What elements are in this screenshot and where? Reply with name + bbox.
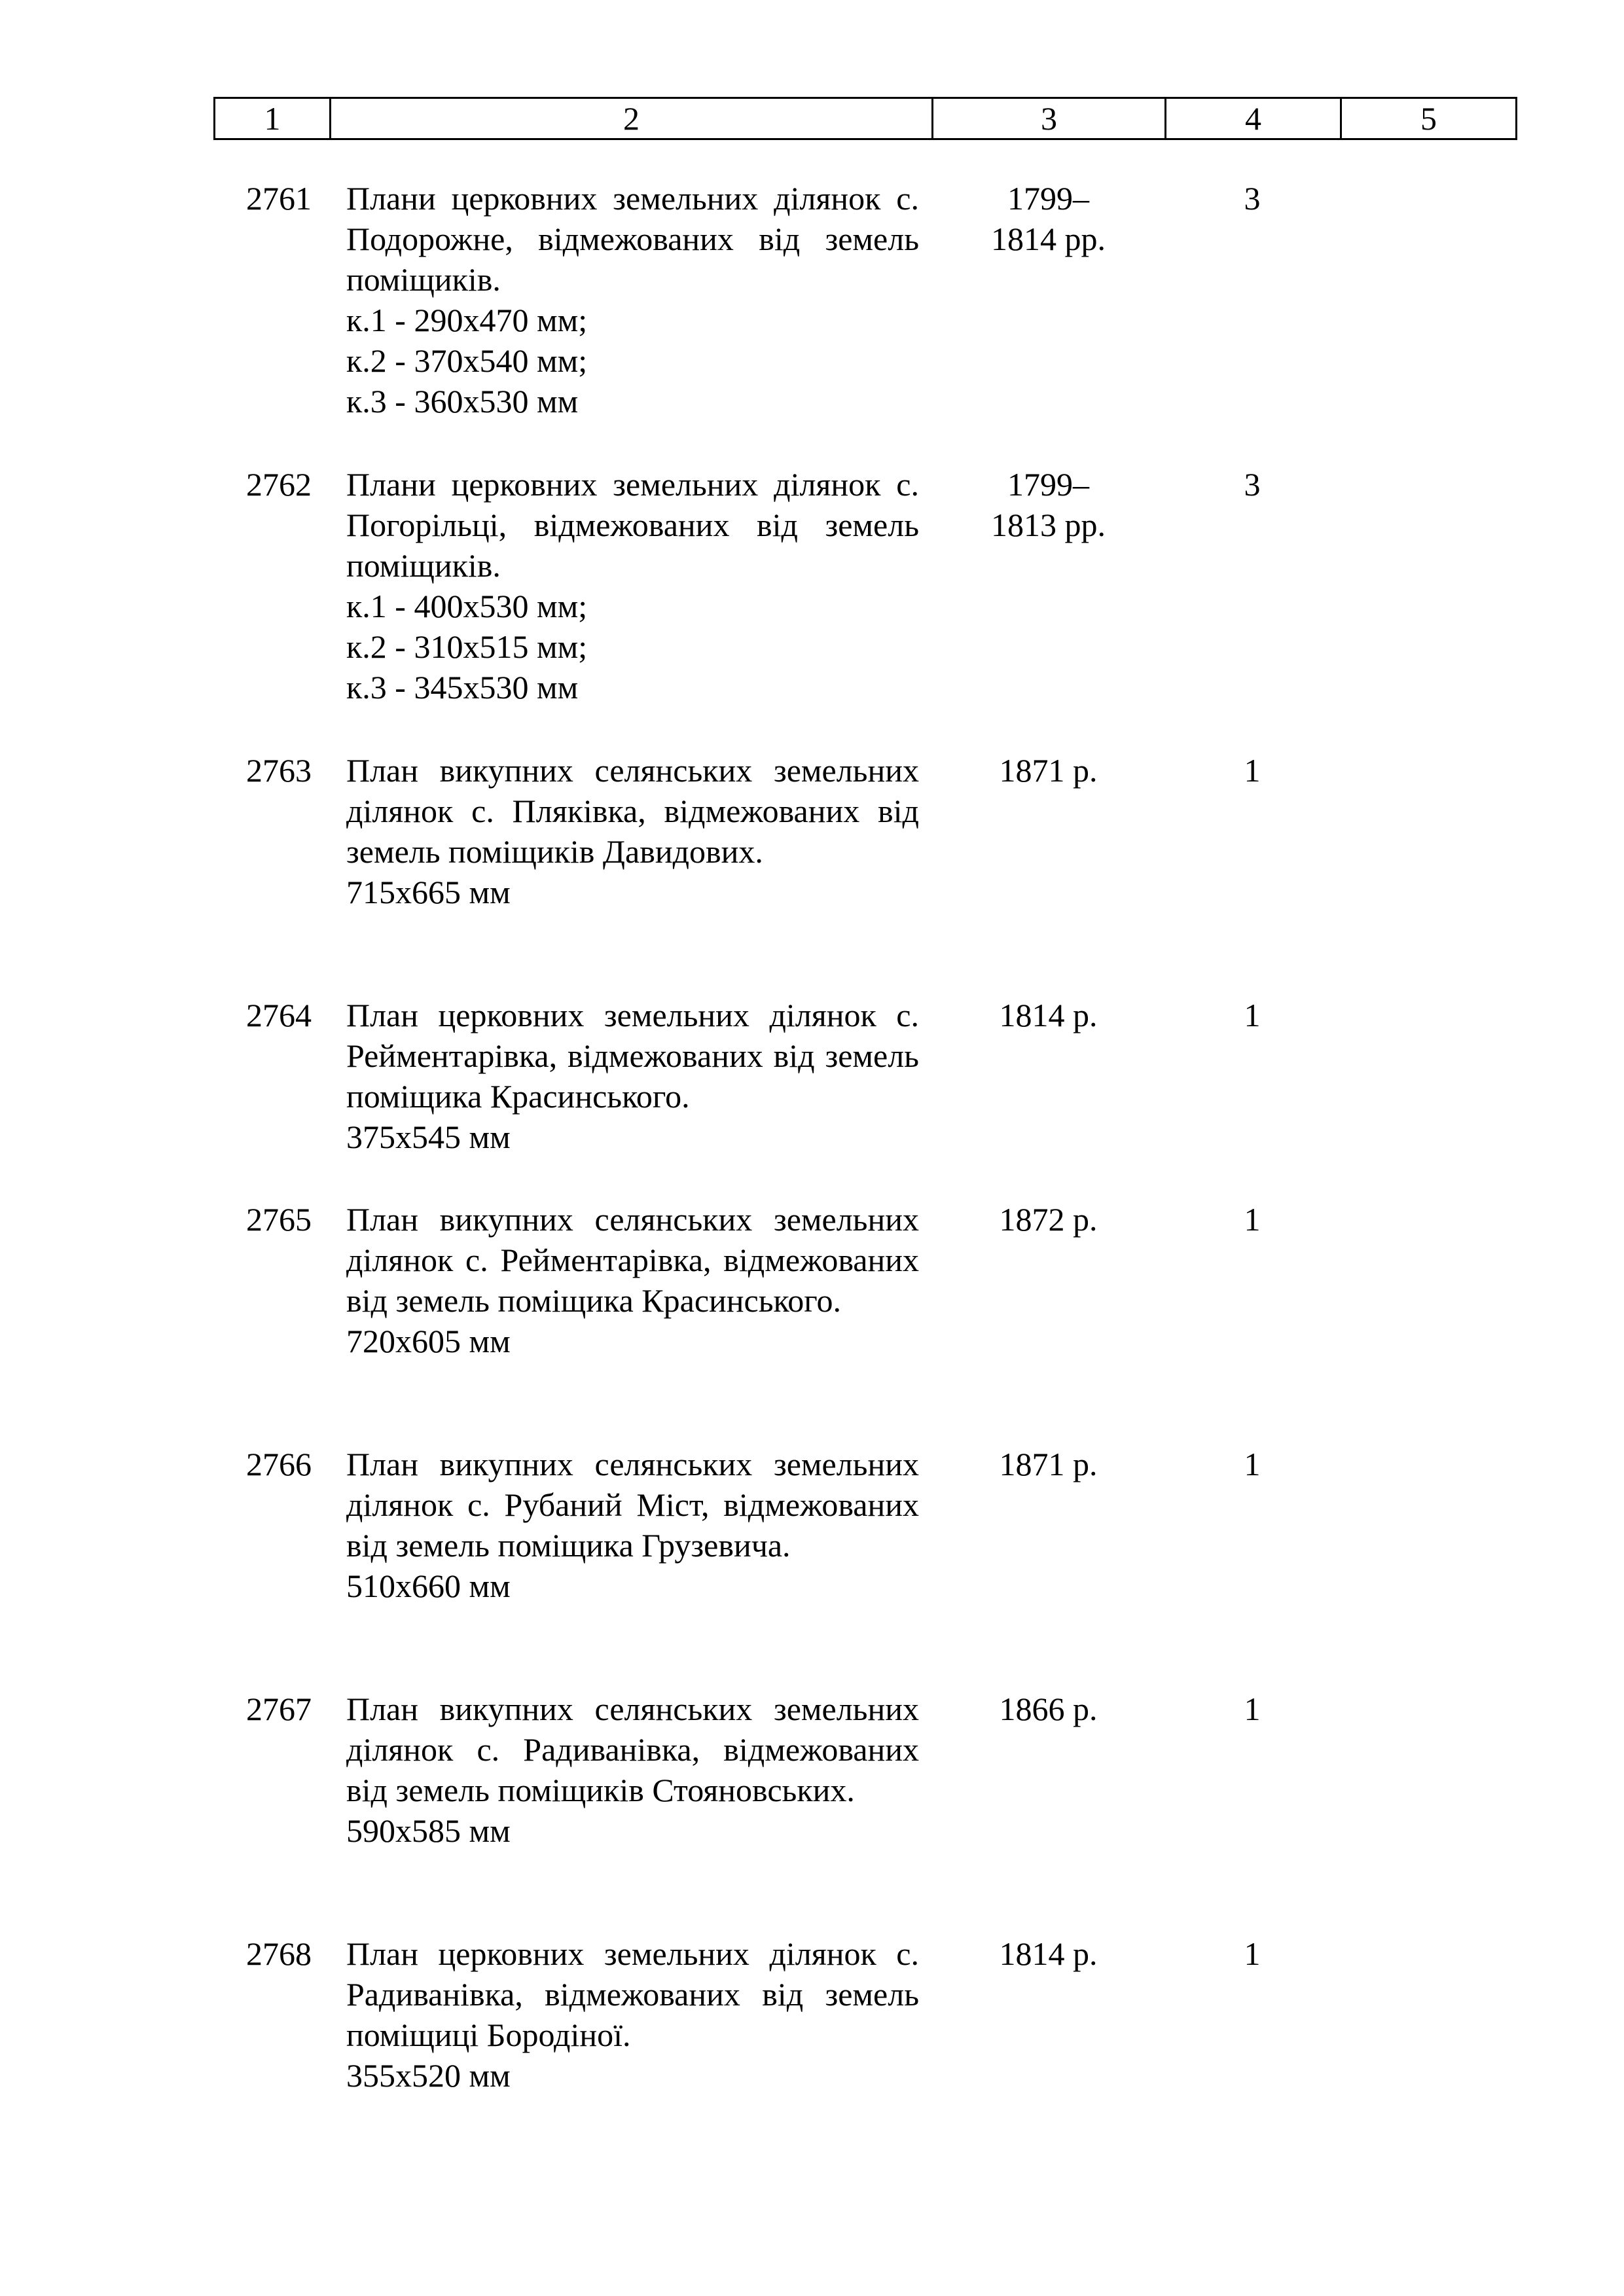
- entry-date: [932, 1933, 1164, 1974]
- entry-number: 2765: [246, 1201, 312, 1238]
- column-header-4: 4: [1166, 98, 1341, 139]
- entry-dimension: к.3 - 345х530 мм: [346, 669, 579, 706]
- entry-description: [346, 464, 919, 708]
- entry-date: [932, 178, 1164, 259]
- entry-title: План церковних земельних ділянок с. Рейментарівка, відмежованих від земель поміщика Красинського.: [346, 997, 919, 1115]
- entry-date-line: 1814 р.: [999, 997, 1098, 1033]
- column-header-row: [215, 98, 1517, 139]
- entry-number: 2766: [246, 1446, 312, 1482]
- entry-date-line: 1814 р.: [999, 1935, 1098, 1972]
- entry-dimension: 375х545 мм: [346, 1119, 511, 1155]
- entry-dimension: 510х660 мм: [346, 1568, 511, 1604]
- entry-date: [932, 1444, 1164, 1484]
- entry-quantity: 1: [1244, 997, 1261, 1033]
- entry-date-line: 1872 р.: [999, 1201, 1098, 1238]
- entry-number: 2764: [246, 997, 312, 1033]
- entry-description: [346, 1689, 919, 1851]
- entry-date: [932, 464, 1164, 545]
- entry-dimension: 590х585 мм: [346, 1812, 511, 1849]
- entry-number: 2768: [246, 1935, 312, 1972]
- entry-date-line: 1813 рр.: [991, 507, 1106, 543]
- column-header-1: 1: [215, 98, 331, 139]
- entry-title: Плани церковних земельних ділянок с. Подорожне, відмежованих від земель поміщиків.: [346, 180, 919, 298]
- entry-date: [932, 1199, 1164, 1240]
- entry-dimension: к.3 - 360х530 мм: [346, 383, 579, 420]
- entry-date-line: 1799–: [1007, 466, 1089, 503]
- entry-dimension: 720х605 мм: [346, 1323, 511, 1359]
- entry-date-line: 1871 р.: [999, 752, 1098, 789]
- entry-dimension: к.1 - 290х470 мм;: [346, 302, 588, 338]
- column-header-2: 2: [331, 98, 933, 139]
- entry-number: 2767: [246, 1691, 312, 1727]
- entry-date: [932, 750, 1164, 791]
- entry-dimension: к.2 - 310х515 мм;: [346, 628, 588, 665]
- column-header-3: 3: [933, 98, 1166, 139]
- entry-date-line: 1814 рр.: [991, 221, 1106, 257]
- entry-title: Плани церковних земельних ділянок с. Погорільці, відмежованих від земель поміщиків.: [346, 466, 919, 584]
- entry-number: 2761: [246, 180, 312, 217]
- entry-title: План викупних селянських земельних ділянок с. Рубаний Міст, відмежованих від земель поміщика Грузевича.: [346, 1446, 919, 1564]
- column-header-table: [213, 97, 1517, 140]
- entry-dimension: 715х665 мм: [346, 874, 511, 910]
- entry-date-line: 1871 р.: [999, 1446, 1098, 1482]
- entry-description: [346, 750, 919, 912]
- entry-number: 2763: [246, 752, 312, 789]
- entry-title: План церковних земельних ділянок с. Радиванівка, відмежованих від земель поміщиці Бородіної.: [346, 1935, 919, 2053]
- entry-quantity: 1: [1244, 1935, 1261, 1972]
- entry-description: [346, 1933, 919, 2096]
- entry-dimension: 355х520 мм: [346, 2057, 511, 2094]
- entry-dimension: к.2 - 370х540 мм;: [346, 342, 588, 379]
- entry-date: [932, 1689, 1164, 1729]
- entry-quantity: 1: [1244, 1691, 1261, 1727]
- entry-number: 2762: [246, 466, 312, 503]
- entry-date-line: 1799–: [1007, 180, 1089, 217]
- entry-title: План викупних селянських земельних ділянок с. Радиванівка, відмежованих від земель поміщиків Стояновських.: [346, 1691, 919, 1808]
- entry-quantity: 3: [1244, 466, 1261, 503]
- entry-quantity: 1: [1244, 1446, 1261, 1482]
- entry-date-line: 1866 р.: [999, 1691, 1098, 1727]
- entry-title: План викупних селянських земельних ділянок с. Пляківка, відмежованих від земель поміщиків Давидових.: [346, 752, 919, 870]
- entry-quantity: 3: [1244, 180, 1261, 217]
- entry-dimension: к.1 - 400х530 мм;: [346, 588, 588, 624]
- entry-quantity: 1: [1244, 1201, 1261, 1238]
- entry-description: [346, 1444, 919, 1606]
- entry-date: [932, 995, 1164, 1035]
- entry-description: [346, 1199, 919, 1361]
- entry-quantity: 1: [1244, 752, 1261, 789]
- entry-description: [346, 178, 919, 422]
- entry-description: [346, 995, 919, 1157]
- column-header-5: 5: [1341, 98, 1517, 139]
- entry-title: План викупних селянських земельних ділянок с. Рейментарівка, відмежованих від земель поміщика Красинського.: [346, 1201, 919, 1319]
